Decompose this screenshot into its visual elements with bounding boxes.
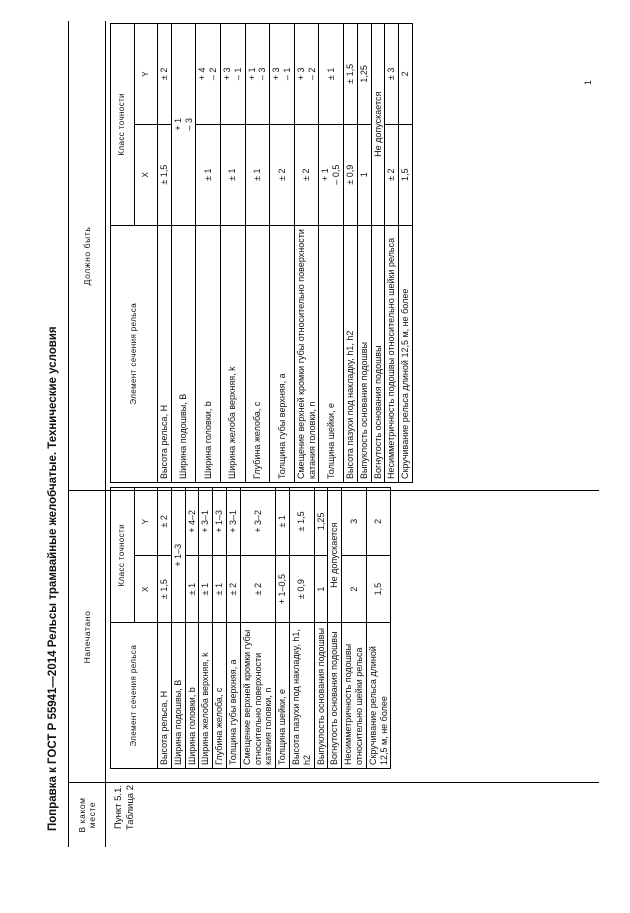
element-name: Смещение верхней кромки губы относительно поверхности катания головки, n bbox=[294, 225, 319, 482]
class-y-value bbox=[294, 24, 319, 125]
table-row bbox=[185, 488, 199, 769]
element-name: Высота рельса, H bbox=[158, 623, 172, 769]
value-line: Не допускается bbox=[372, 91, 383, 157]
class-x-value bbox=[294, 124, 319, 225]
element-name: Ширина подошвы, B bbox=[171, 225, 196, 482]
table-row bbox=[245, 24, 270, 483]
value-line: – 1 bbox=[232, 67, 243, 81]
value-line: – 2 bbox=[208, 67, 219, 81]
value-line: – 3 bbox=[257, 67, 268, 81]
element-name: Скручивание рельса длиной 12,5 м, не более bbox=[366, 623, 391, 769]
accuracy-class-header: Класс точности bbox=[111, 24, 135, 226]
table-row bbox=[289, 488, 314, 769]
class-y-value: + 3–1 bbox=[199, 488, 213, 556]
value-line: 1,25 bbox=[358, 65, 369, 83]
element-name: Вогнутость основания подошвы bbox=[371, 225, 385, 482]
class-y-value bbox=[357, 24, 371, 125]
class-y-value bbox=[343, 24, 357, 125]
class-x-value: ± 1 bbox=[185, 555, 199, 623]
value-line: 1,5 bbox=[400, 168, 411, 181]
element-name: Высота пазухи под накладку, h1, h2 bbox=[343, 225, 357, 482]
printed-table bbox=[110, 487, 391, 769]
value-line: ± 2 bbox=[159, 67, 169, 81]
class-y-value bbox=[220, 24, 245, 125]
table-row bbox=[158, 24, 172, 483]
value-line: ± 2 bbox=[301, 168, 312, 181]
printed-column-header: Напечатано bbox=[81, 610, 92, 664]
class-y-value: ± 2 bbox=[158, 488, 172, 556]
merged-value: + 1–3 bbox=[171, 488, 185, 623]
table-header-row bbox=[111, 24, 135, 483]
element-header: Элемент сечения рельса bbox=[111, 623, 158, 769]
value-line: ± 1,5 bbox=[344, 63, 355, 84]
class-x-value: ± 2 bbox=[226, 555, 240, 623]
element-header: Элемент сечения рельса bbox=[111, 225, 158, 482]
value-line: ± 2 bbox=[276, 168, 287, 181]
class-x-header: X bbox=[134, 124, 158, 225]
element-name: Высота пазухи под накладку, h1, h2 bbox=[289, 623, 314, 769]
class-y-value: + 1–3 bbox=[213, 488, 227, 556]
value-line: ± 1 bbox=[227, 168, 238, 181]
merged-value: Не допускается bbox=[328, 488, 342, 623]
class-x-value bbox=[385, 124, 399, 225]
table-row bbox=[276, 488, 290, 769]
value-line: 2 bbox=[400, 71, 411, 77]
class-y-value bbox=[399, 24, 413, 125]
table-row bbox=[196, 24, 221, 483]
accuracy-class-header: Класс точности bbox=[111, 488, 135, 623]
value-line: + 3 bbox=[271, 67, 282, 81]
class-x-value bbox=[158, 124, 172, 225]
element-name: Несимметричность подошвы относительно шейки рельса bbox=[385, 225, 399, 482]
table-row bbox=[270, 24, 295, 483]
table-row bbox=[366, 488, 391, 769]
class-y-value: ± 1,5 bbox=[289, 488, 314, 556]
table-row bbox=[371, 24, 385, 483]
class-x-value bbox=[319, 124, 344, 225]
table-row bbox=[399, 24, 413, 483]
merged-value bbox=[171, 24, 196, 226]
where-column-header: В каком месте bbox=[76, 797, 97, 833]
class-x-value: 1 bbox=[314, 555, 328, 623]
class-y-value bbox=[245, 24, 270, 125]
class-y-value bbox=[196, 24, 221, 125]
class-y-value bbox=[270, 24, 295, 125]
class-y-value: 2 bbox=[366, 488, 391, 556]
element-name: Толщина шейки, e bbox=[276, 623, 290, 769]
should-be-column-header: Должно быть bbox=[81, 226, 92, 286]
element-name: Вогнутость основания подошвы bbox=[328, 623, 342, 769]
class-y-header: Y bbox=[134, 488, 158, 556]
value-line: + 3 bbox=[221, 67, 232, 81]
table-row bbox=[294, 24, 319, 483]
element-name: Выпуклость основания подошвы bbox=[357, 225, 371, 482]
table-row bbox=[158, 488, 172, 769]
element-name: Высота рельса, H bbox=[158, 225, 172, 482]
value-line: – 3 bbox=[183, 118, 194, 131]
frame-header bbox=[69, 21, 106, 847]
class-x-value bbox=[399, 124, 413, 225]
class-x-value: + 1–0,5 bbox=[276, 555, 290, 623]
class-x-value bbox=[245, 124, 270, 225]
value-line: – 1 bbox=[281, 67, 292, 81]
element-name: Ширина головки, b bbox=[196, 225, 221, 482]
table-row bbox=[385, 24, 399, 483]
class-x-value: 1,5 bbox=[366, 555, 391, 623]
value-line: ± 2 bbox=[386, 168, 397, 181]
value-line: + 1 bbox=[246, 67, 257, 81]
merged-value bbox=[371, 24, 385, 226]
class-x-value: ± 1 bbox=[199, 555, 213, 623]
class-x-value: ± 2 bbox=[240, 555, 275, 623]
class-x-value: ± 0,9 bbox=[289, 555, 314, 623]
class-x-value bbox=[357, 124, 371, 225]
value-line: + 1 bbox=[172, 117, 183, 131]
class-y-value bbox=[158, 24, 172, 125]
class-x-value: ± 1 bbox=[213, 555, 227, 623]
element-name: Скручивание рельса длиной 12,5 м, не более bbox=[399, 225, 413, 482]
element-name: Смещение верхней кромки губы относительно поверхности катания головки, n bbox=[240, 623, 275, 769]
table-row bbox=[213, 488, 227, 769]
class-y-value: ± 1 bbox=[276, 488, 290, 556]
value-line: ± 1 bbox=[251, 168, 262, 181]
table-row bbox=[343, 24, 357, 483]
value-line: ± 1,5 bbox=[159, 164, 169, 185]
class-x-value bbox=[196, 124, 221, 225]
class-y-value: 1,25 bbox=[314, 488, 328, 556]
value-line: ± 1 bbox=[325, 67, 336, 81]
table-row bbox=[240, 488, 275, 769]
element-name: Толщина губы верхняя, a bbox=[226, 623, 240, 769]
table-row bbox=[171, 24, 196, 483]
class-y-value: + 3–2 bbox=[240, 488, 275, 556]
class-y-value: + 4–2 bbox=[185, 488, 199, 556]
table-row bbox=[199, 488, 213, 769]
value-line: 1 bbox=[358, 172, 369, 178]
value-line: + 1 bbox=[320, 168, 331, 182]
table-row bbox=[357, 24, 371, 483]
table-header-row bbox=[111, 488, 135, 769]
class-y-header: Y bbox=[134, 24, 158, 125]
class-x-value bbox=[343, 124, 357, 225]
table-row bbox=[226, 488, 240, 769]
class-x-value: 2 bbox=[342, 555, 367, 623]
element-name: Несимметричность подошвы относительно шейки рельса bbox=[342, 623, 367, 769]
value-line: ± 3 bbox=[386, 67, 397, 81]
page-title: Поправка к ГОСТ Р 55941—2014 Рельсы трамвайные желобчатые. Технические условия bbox=[47, 326, 59, 831]
element-name: Глубина желоба, c bbox=[245, 225, 270, 482]
table-row bbox=[319, 24, 344, 483]
value-line: ± 1 bbox=[202, 168, 213, 181]
value-line: ± 0,9 bbox=[344, 164, 355, 185]
table-row bbox=[328, 488, 342, 769]
page-number: 1 bbox=[583, 79, 593, 85]
class-x-value bbox=[270, 124, 295, 225]
element-name: Ширина желоба верхняя, k bbox=[199, 623, 213, 769]
should-be-table bbox=[110, 23, 413, 483]
class-y-value bbox=[385, 24, 399, 125]
class-y-value: 3 bbox=[342, 488, 367, 556]
element-name: Толщина губы верхняя, a bbox=[270, 225, 295, 482]
class-y-value: + 3–1 bbox=[226, 488, 240, 556]
value-line: – 0,5 bbox=[331, 164, 342, 185]
where-value: Пункт 5.1. Таблица 2 bbox=[113, 785, 136, 831]
element-name: Выпуклость основания подошвы bbox=[314, 623, 328, 769]
value-line: + 4 bbox=[197, 67, 208, 81]
element-name: Глубина желоба, c bbox=[213, 623, 227, 769]
element-name: Ширина головки, b bbox=[185, 623, 199, 769]
table-row bbox=[220, 24, 245, 483]
class-x-header: X bbox=[134, 555, 158, 623]
table-row bbox=[342, 488, 367, 769]
table-row bbox=[314, 488, 328, 769]
value-line: – 2 bbox=[306, 67, 317, 81]
table-row bbox=[171, 488, 185, 769]
element-name: Толщина шейки, e bbox=[319, 225, 344, 482]
element-name: Ширина подошвы, B bbox=[171, 623, 185, 769]
class-x-value bbox=[220, 124, 245, 225]
element-name: Ширина желоба верхняя, k bbox=[220, 225, 245, 482]
value-line: + 3 bbox=[295, 67, 306, 81]
class-x-value: ± 1,5 bbox=[158, 555, 172, 623]
column-divider bbox=[69, 782, 599, 783]
class-y-value bbox=[319, 24, 344, 125]
